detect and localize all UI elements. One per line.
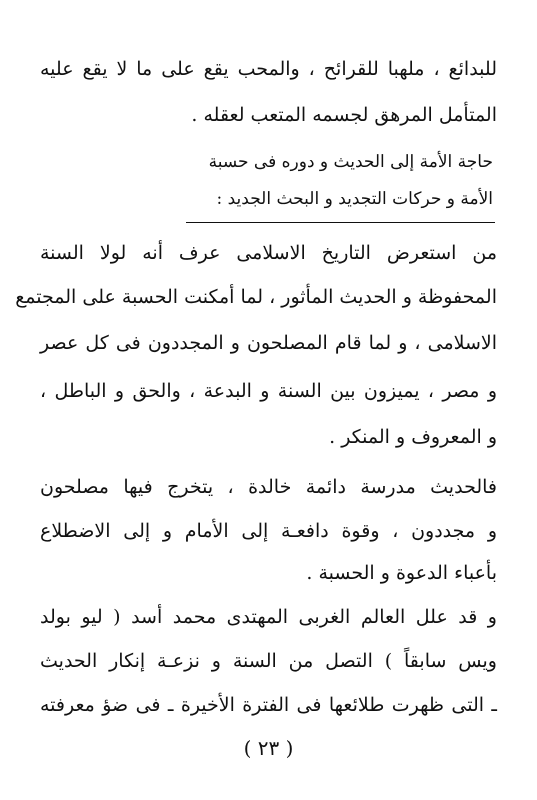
paragraph-3-line-1: و قد علل العالم الغربى المهتدى محمد أسد ( ليو بولد (40, 606, 497, 628)
page-number: ( ٢٣ ) (243, 736, 294, 760)
paragraph-2-line-3: بأعباء الدعوة و الحسبة . (306, 562, 497, 584)
section-heading-line-2: الأمة و حركات التجديد و البحث الجديد : (216, 189, 493, 209)
paragraph-1-line-5: و المعروف و المنكر . (329, 426, 497, 448)
paragraph-1-line-3: الاسلامى ، و لما قام المصلحون و المجددون فى كل عصر (40, 332, 497, 354)
paragraph-1-line-1: من استعرض التاريخ الاسلامى عرف أنه لولا السنة (40, 242, 497, 264)
intro-line-1: للبدائع ، ملهبا للقرائح ، والمحب يقع على ما لا يقع عليه (40, 58, 497, 80)
intro-line-2: المتأمل المرهق لجسمه المتعب لعقله . (191, 104, 497, 126)
heading-underline (186, 222, 495, 223)
paragraph-1-line-2: المحفوظة و الحديث المأثور ، لما أمكنت الحسبة على المجتمع (15, 286, 497, 308)
paragraph-2-line-2: و مجددون ، وقوة دافعـة إلى الأمام و إلى الاضطلاع (40, 520, 497, 542)
paragraph-3-line-2: ويس سابقاً ) التصل من السنة و نزعـة إنكار الحديث (40, 650, 497, 672)
paragraph-3-line-3: ـ التى ظهرت طلائعها فى الفترة الأخيرة ـ فى ضؤ معرفته (40, 694, 497, 716)
paragraph-2-line-1: فالحديث مدرسة دائمة خالدة ، يتخرج فيها مصلحون (40, 476, 497, 498)
section-heading-line-1: حاجة الأمة إلى الحديث و دوره فى حسبة (208, 152, 493, 172)
paragraph-1-line-4: و مصر ، يميزون بين السنة و البدعة ، والحق و الباطل ، (40, 380, 497, 402)
